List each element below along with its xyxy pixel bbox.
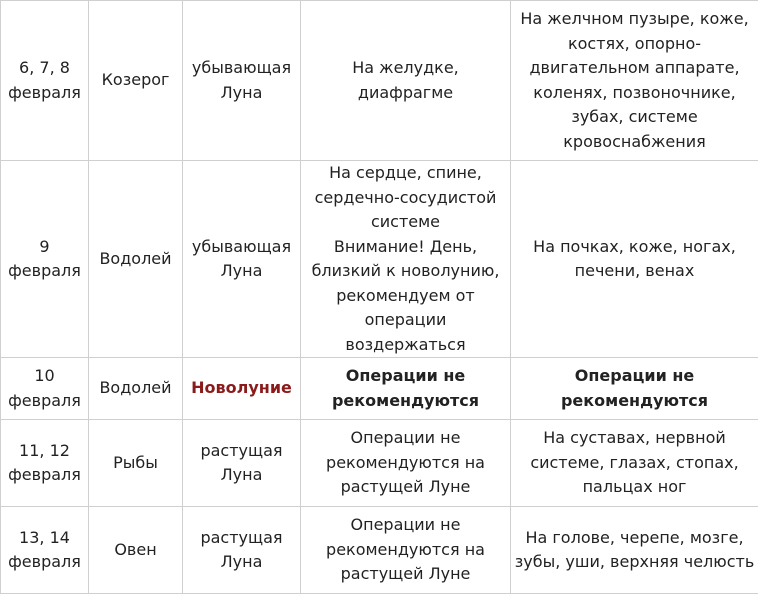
date-cell: 13, 14 февраля [1, 507, 89, 594]
not-recommended-cell: На суставах, нервной системе, глазах, стопах, пальцах ног [511, 420, 758, 507]
table-row [1, 507, 758, 594]
moon-phase-cell: убывающая Луна [183, 161, 301, 358]
not-recommended-cell: На голове, черепе, мозге, зубы, уши, верхняя челюсть [511, 507, 758, 594]
not-recommended-cell: Операции не рекомендуются [511, 358, 758, 420]
zodiac-sign-cell: Водолей [89, 161, 183, 358]
recommended-cell: На желудке, диафрагме [301, 1, 511, 161]
table-row [1, 161, 758, 358]
date-cell: 6, 7, 8 февраля [1, 1, 89, 161]
table-row [1, 358, 758, 420]
moon-phase-cell: растущая Луна [183, 420, 301, 507]
recommended-cell: Операции не рекомендуются на растущей Луне [301, 507, 511, 594]
zodiac-sign-cell: Водолей [89, 358, 183, 420]
date-cell: 9 февраля [1, 161, 89, 358]
table-row [1, 420, 758, 507]
zodiac-sign-cell: Рыбы [89, 420, 183, 507]
not-recommended-cell: На почках, коже, ногах, печени, венах [511, 161, 758, 358]
date-cell: 11, 12 февраля [1, 420, 89, 507]
moon-phase-cell [183, 358, 301, 420]
recommended-cell: Операции не рекомендуются [301, 358, 511, 420]
zodiac-sign-cell: Овен [89, 507, 183, 594]
table-row [1, 1, 758, 161]
moon-phase-cell: убывающая Луна [183, 1, 301, 161]
moon-phase-cell: растущая Луна [183, 507, 301, 594]
recommended-cell: На сердце, спине, сердечно-сосудистой системе Внимание! День, близкий к новолунию, рекомендуем от операции воздержаться [301, 161, 511, 358]
not-recommended-cell: На желчном пузыре, коже, костях, опорно- двигательном аппарате, коленях, позвоночнике, зубах, системе кровоснабжения [511, 1, 758, 161]
date-cell: 10 февраля [1, 358, 89, 420]
recommended-cell: Операции не рекомендуются на растущей Луне [301, 420, 511, 507]
new-moon-label: Новолуние [191, 378, 292, 397]
zodiac-sign-cell: Козерог [89, 1, 183, 161]
